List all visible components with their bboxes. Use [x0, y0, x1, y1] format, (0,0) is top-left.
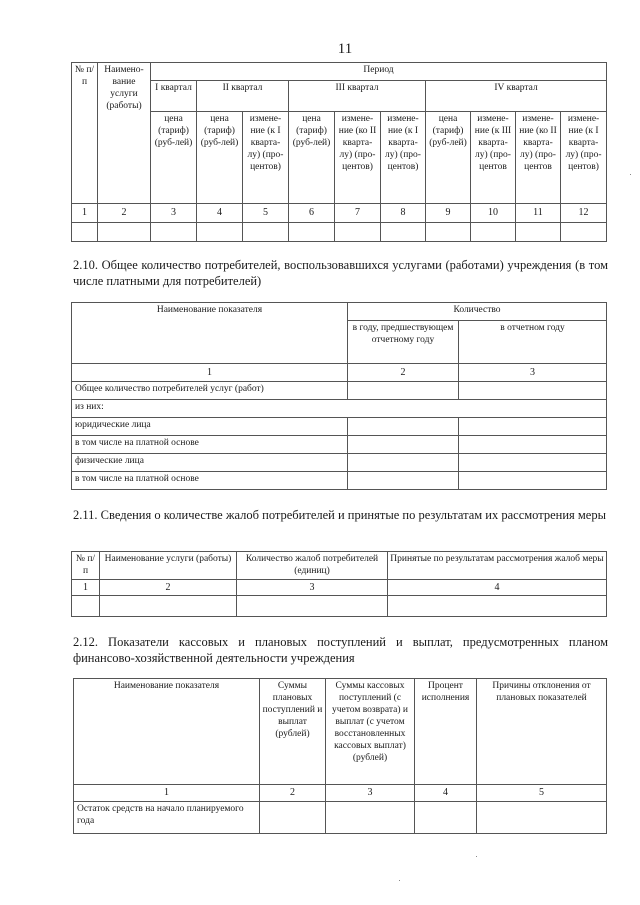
section-2-10-title: 2.10. Общее количество потребителей, воспользовавшихся услугами (работами) учреждения (в том числе платными для потребителей) — [73, 258, 608, 288]
table-row — [72, 382, 607, 400]
empty-cell — [426, 223, 471, 242]
header-quantity: Количество — [348, 303, 607, 321]
col-number: 2 — [98, 204, 151, 223]
complaints-table — [71, 551, 607, 617]
empty-cell — [151, 223, 197, 242]
col-number: 3 — [151, 204, 197, 223]
header-deviation-reasons: Причины отклонения от плановых показателей — [477, 679, 607, 785]
header-num: № п/п — [72, 552, 100, 580]
col-number: 2 — [348, 364, 459, 382]
header-num: № п/п — [72, 63, 98, 204]
empty-cell — [388, 596, 607, 617]
empty-cell — [335, 223, 381, 242]
empty-cell — [72, 596, 100, 617]
col-number: 4 — [197, 204, 243, 223]
empty-cell — [459, 382, 607, 400]
subheader-cell: цена (тариф) (руб-лей) — [197, 112, 243, 204]
row-label: из них: — [72, 400, 607, 418]
subheader-cell: измене-ние (к I кварта-лу) (про-центов) — [561, 112, 607, 204]
empty-cell — [243, 223, 289, 242]
empty-cell — [348, 382, 459, 400]
empty-cell — [459, 472, 607, 490]
header-complaints-count: Количество жалоб потребителей (единиц) — [237, 552, 388, 580]
header-indicator-name: Наименование показателя — [74, 679, 260, 785]
empty-cell — [348, 472, 459, 490]
table-row — [74, 802, 607, 834]
scan-speck — [630, 174, 631, 175]
col-number: 9 — [426, 204, 471, 223]
scan-speck — [476, 856, 477, 857]
table-row — [72, 418, 607, 436]
empty-cell — [348, 418, 459, 436]
col-number: 7 — [335, 204, 381, 223]
col-number: 1 — [72, 364, 348, 382]
cash-flow-table — [73, 678, 607, 834]
subheader-cell: измене-ние (к I кварта-лу) (про-центов) — [381, 112, 426, 204]
col-number: 10 — [471, 204, 516, 223]
table-row — [72, 454, 607, 472]
header-quarter-3: III квартал — [289, 81, 426, 112]
empty-cell — [98, 223, 151, 242]
empty-cell — [237, 596, 388, 617]
col-number: 5 — [243, 204, 289, 223]
empty-data-row — [72, 596, 607, 617]
row-label: юридические лица — [72, 418, 348, 436]
table-row — [72, 472, 607, 490]
section-2-12-title: 2.12. Показатели кассовых и плановых поступлений и выплат, предусмотренных планом финансово-хозяйственной деятельности учреждения — [73, 635, 608, 665]
table-row — [72, 400, 607, 418]
row-label: в том числе на платной основе — [72, 472, 348, 490]
col-number: 2 — [260, 785, 326, 802]
col-number: 11 — [516, 204, 561, 223]
header-planned-sums: Суммы плановых поступлений и выплат (рублей) — [260, 679, 326, 785]
row-label: физические лица — [72, 454, 348, 472]
subheader-cell: цена (тариф) (руб-лей) — [426, 112, 471, 204]
col-number: 3 — [459, 364, 607, 382]
empty-cell — [197, 223, 243, 242]
header-measures-taken: Принятые по результатам рассмотрения жалоб меры — [388, 552, 607, 580]
row-label: Общее количество потребителей услуг (работ) — [72, 382, 348, 400]
table-row — [72, 436, 607, 454]
empty-cell — [348, 454, 459, 472]
col-number: 3 — [237, 580, 388, 596]
header-report-year: в отчетном году — [459, 321, 607, 364]
col-number: 2 — [100, 580, 237, 596]
column-number-row — [72, 204, 607, 223]
col-number: 1 — [72, 204, 98, 223]
subheader-cell: измене-ние (ко II кварта-лу) (про-центов) — [335, 112, 381, 204]
subheader-cell: цена (тариф) (руб-лей) — [289, 112, 335, 204]
header-quarter-2: II квартал — [197, 81, 289, 112]
header-quarter-1: I квартал — [151, 81, 197, 112]
header-service-name: Наименование услуги (работы) — [100, 552, 237, 580]
col-number: 6 — [289, 204, 335, 223]
empty-cell — [561, 223, 607, 242]
header-previous-year: в году, предшествующем отчетному году — [348, 321, 459, 364]
empty-cell — [289, 223, 335, 242]
subheader-cell: цена (тариф) (руб-лей) — [151, 112, 197, 204]
col-number: 4 — [388, 580, 607, 596]
empty-cell — [459, 454, 607, 472]
empty-cell — [516, 223, 561, 242]
empty-cell — [459, 436, 607, 454]
empty-cell — [72, 223, 98, 242]
header-execution-percent: Процент исполнения — [415, 679, 477, 785]
row-label: в том числе на платной основе — [72, 436, 348, 454]
empty-cell — [477, 802, 607, 834]
row-label: Остаток средств на начало планируемого года — [74, 802, 260, 834]
empty-cell — [348, 436, 459, 454]
empty-data-row — [72, 223, 607, 242]
subheader-cell: измене-ние (к I кварта-лу) (про-центов) — [243, 112, 289, 204]
header-period: Период — [151, 63, 607, 81]
consumers-count-table — [71, 302, 607, 490]
section-2-11-title: 2.11. Сведения о количестве жалоб потребителей и принятые по результатам их рассмотрения меры — [73, 508, 607, 522]
empty-cell — [326, 802, 415, 834]
empty-cell — [471, 223, 516, 242]
col-number: 3 — [326, 785, 415, 802]
header-indicator-name: Наименование показателя — [72, 303, 348, 364]
header-service-name: Наимено-вание услуги (работы) — [98, 63, 151, 204]
empty-cell — [100, 596, 237, 617]
header-cash-sums: Суммы кассовых поступлений (с учетом возврата) и выплат (с учетом восстановленных кассовых выплат) (рублей) — [326, 679, 415, 785]
prices-by-quarter-table — [71, 62, 607, 242]
empty-cell — [459, 418, 607, 436]
empty-cell — [260, 802, 326, 834]
page-number: 11 — [337, 41, 353, 57]
col-number: 1 — [74, 785, 260, 802]
col-number: 1 — [72, 580, 100, 596]
header-quarter-4: IV квартал — [426, 81, 607, 112]
empty-cell — [415, 802, 477, 834]
subheader-cell: измене-ние (к III кварта-лу) (про-центов — [471, 112, 516, 204]
col-number: 5 — [477, 785, 607, 802]
scan-speck — [399, 880, 400, 881]
subheader-cell: измене-ние (ко II кварта-лу) (про-центов — [516, 112, 561, 204]
empty-cell — [381, 223, 426, 242]
col-number: 12 — [561, 204, 607, 223]
col-number: 8 — [381, 204, 426, 223]
col-number: 4 — [415, 785, 477, 802]
